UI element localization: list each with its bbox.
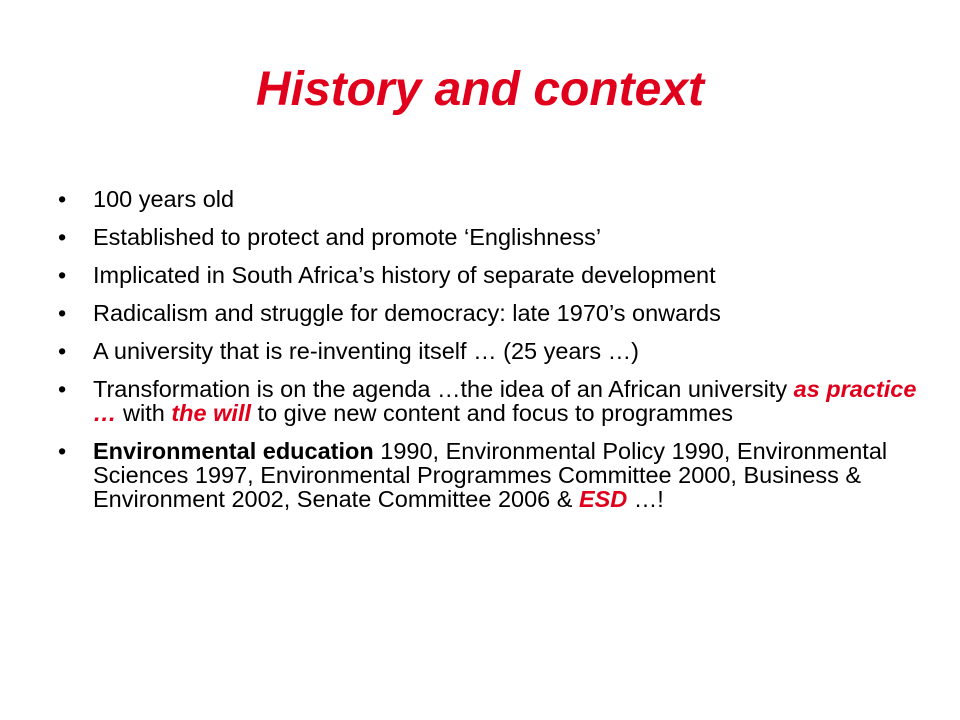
bullet-text: Implicated in South Africa’s history of separate development xyxy=(93,262,716,288)
bullet-text: Established to protect and promote ‘Englishness’ xyxy=(93,224,602,250)
highlight-as-practice: as practice … xyxy=(93,376,917,426)
bullet-text-part: Transformation is on the agenda …the idea of an African university xyxy=(93,376,794,402)
bullet-dot-icon: • xyxy=(58,338,67,364)
bullet-dot-icon: • xyxy=(58,262,67,288)
bullet-text xyxy=(93,376,916,426)
bullet-item xyxy=(58,263,918,287)
bullet-text: Radicalism and struggle for democracy: late 1970’s onwards xyxy=(93,300,721,326)
bullet-text-part: with xyxy=(116,400,172,426)
bold-env-education: Environmental education xyxy=(93,438,374,464)
bullet-item xyxy=(58,187,918,211)
bullet-item xyxy=(58,225,918,249)
bullet-dot-icon: • xyxy=(58,186,67,212)
bullet-dot-icon: • xyxy=(58,438,67,464)
highlight-the-will: the will xyxy=(171,400,252,426)
bullet-item xyxy=(58,439,918,511)
bullet-list xyxy=(58,187,918,525)
bullet-item xyxy=(58,377,918,425)
bullet-text: 100 years old xyxy=(93,186,235,212)
bullet-item xyxy=(58,301,918,325)
bullet-text xyxy=(93,438,887,512)
bullet-dot-icon: • xyxy=(58,376,67,402)
bullet-item xyxy=(58,339,918,363)
bullet-text-part: …! xyxy=(627,486,664,512)
slide-title: History and context xyxy=(255,63,705,116)
bullet-text-part: 1990, Environmental Policy 1990, Environmental Sciences 1997, Environmental Programmes Committee 2000, Business & Environment 2002, Senate Committee 2006 & xyxy=(93,438,888,512)
bullet-text: A university that is re-inventing itself … (25 years …) xyxy=(93,338,639,364)
highlight-esd: ESD xyxy=(578,486,628,512)
bullet-dot-icon: • xyxy=(58,224,67,250)
bullet-text-part: to give new content and focus to programmes xyxy=(251,400,734,426)
bullet-dot-icon: • xyxy=(58,300,67,326)
